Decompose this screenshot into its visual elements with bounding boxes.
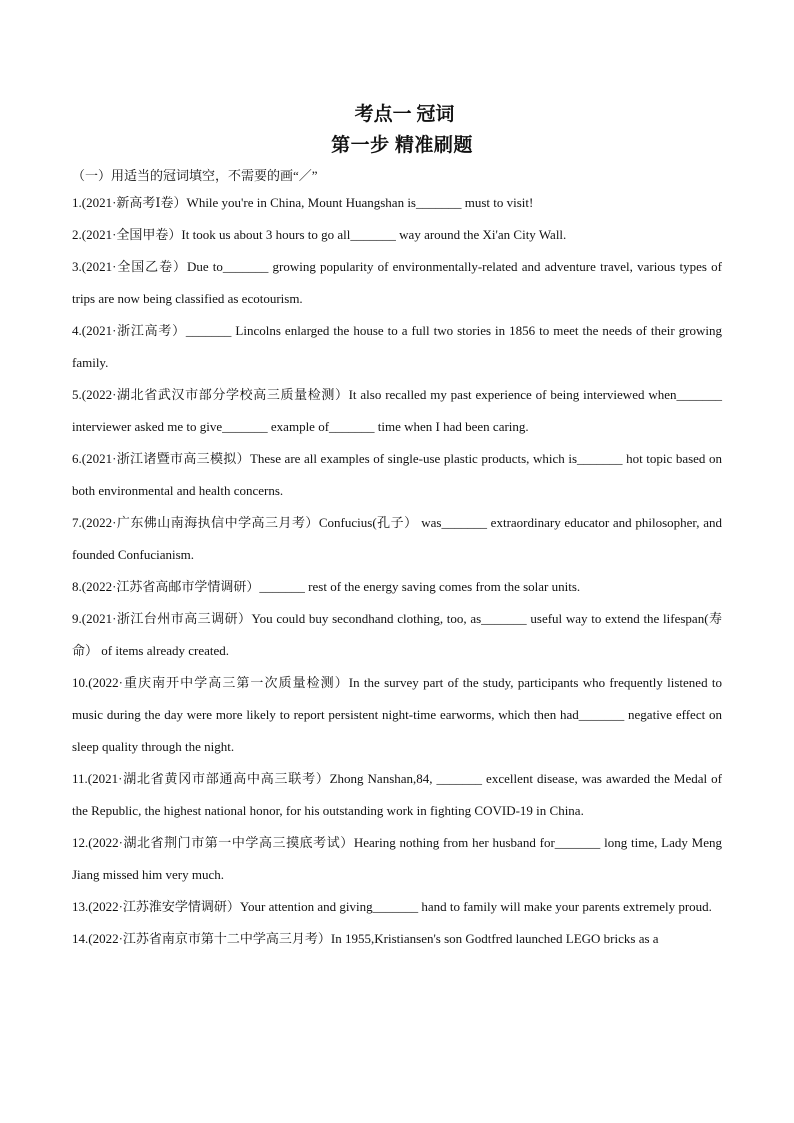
question-number: 1. [72, 195, 82, 210]
question-item [72, 891, 722, 923]
question-item [72, 667, 722, 763]
question-number: 2. [72, 227, 82, 242]
question-source: (2021·浙江诸暨市高三模拟） [81, 451, 250, 466]
question-source: (2021·全国乙卷） [81, 259, 187, 274]
question-item [72, 507, 722, 571]
question-number: 4. [72, 323, 82, 338]
question-number: 14. [72, 931, 89, 946]
question-source: (2021·浙江高考） [81, 323, 186, 338]
question-number: 7. [72, 515, 82, 530]
question-text: Hearing nothing from her husband for_______ long time, Lady Meng Jiang missed him very much. [72, 835, 722, 882]
question-text: _______ Lincolns enlarged the house to a full two stories in 1856 to meet the needs of their growing family. [72, 323, 722, 370]
question-number: 11. [72, 771, 88, 786]
page-subtitle: 第一步 精准刷题 [331, 135, 473, 156]
question-text: In 1955,Kristiansen's son Godtfred launched LEGO bricks as a [330, 931, 659, 946]
question-source: (2022·江苏省南京市第十二中学高三月考） [88, 931, 331, 946]
question-item [72, 251, 722, 315]
question-item [72, 219, 722, 251]
question-text: Due to_______ growing popularity of environmentally-related and adventure travel, various types of trips are now being classified as ecotourism. [72, 259, 722, 306]
page-title: 考点一 冠词 [354, 104, 455, 125]
question-number: 5. [72, 387, 82, 402]
question-item [72, 315, 722, 379]
question-number: 8. [72, 579, 82, 594]
question-text: It took us about 3 hours to go all_______ way around the Xi'an City Wall. [181, 227, 567, 242]
question-text: In the survey part of the study, participants who frequently listened to music during the day were more likely to report persistent night-time earworms, which then had_______ negative effect on sleep quality through the night. [72, 675, 722, 754]
question-text: While you're in China, Mount Huangshan is_______ must to visit! [186, 195, 534, 210]
question-item [72, 571, 722, 603]
question-source: (2022·广东佛山南海执信中学高三月考） [81, 515, 319, 530]
question-source: (2021·湖北省黄冈市部通高中高三联考） [87, 771, 330, 786]
question-source: (2022·重庆南开中学高三第一次质量检测） [88, 675, 349, 690]
question-item [72, 603, 722, 667]
question-text: _______ rest of the energy saving comes from the solar units. [259, 579, 581, 594]
question-number: 6. [72, 451, 82, 466]
question-text: It also recalled my past experience of being interviewed when_______ interviewer asked me to give_______ example of_______ time when I had been caring. [72, 387, 722, 434]
question-source: (2022·江苏省高邮市学情调研） [81, 579, 260, 594]
question-source: (2021·全国甲卷） [81, 227, 182, 242]
question-text: Confucius(孔子） was_______ extraordinary educator and philosopher, and founded Confucianism. [72, 515, 722, 562]
question-number: 3. [72, 259, 82, 274]
question-number: 13. [72, 899, 89, 914]
question-number: 10. [72, 675, 89, 690]
document-page [72, 100, 722, 955]
question-source: (2022·江苏淮安学情调研） [88, 899, 240, 914]
question-item [72, 379, 722, 443]
question-list [72, 187, 722, 955]
question-item [72, 443, 722, 507]
question-number: 9. [72, 611, 82, 626]
question-item [72, 923, 722, 955]
question-item [72, 827, 722, 891]
question-text: These are all examples of single-use plastic products, which is_______ hot topic based on both environmental and health concerns. [72, 451, 722, 498]
question-number: 12. [72, 835, 89, 850]
question-item [72, 187, 722, 219]
question-source: (2022·湖北省荆门市第一中学高三摸底考试） [88, 835, 354, 850]
section-instruction: （一）用适当的冠词填空，不需要的画“／” [72, 168, 318, 183]
question-text: Your attention and giving_______ hand to family will make your parents extremely proud. [239, 899, 712, 914]
question-source: (2021·浙江台州市高三调研） [81, 611, 252, 626]
question-text: Zhong Nanshan,84, _______ excellent disease, was awarded the Medal of the Republic, the highest national honor, for his outstanding work in fighting COVID-19 in China. [72, 771, 722, 818]
question-text: You could buy secondhand clothing, too, as_______ useful way to extend the lifespan(寿命） of items already created. [72, 611, 722, 658]
question-source: (2022·湖北省武汉市部分学校高三质量检测） [81, 387, 349, 402]
question-item [72, 763, 722, 827]
question-source: (2021·新高考Ⅰ卷） [81, 195, 187, 210]
